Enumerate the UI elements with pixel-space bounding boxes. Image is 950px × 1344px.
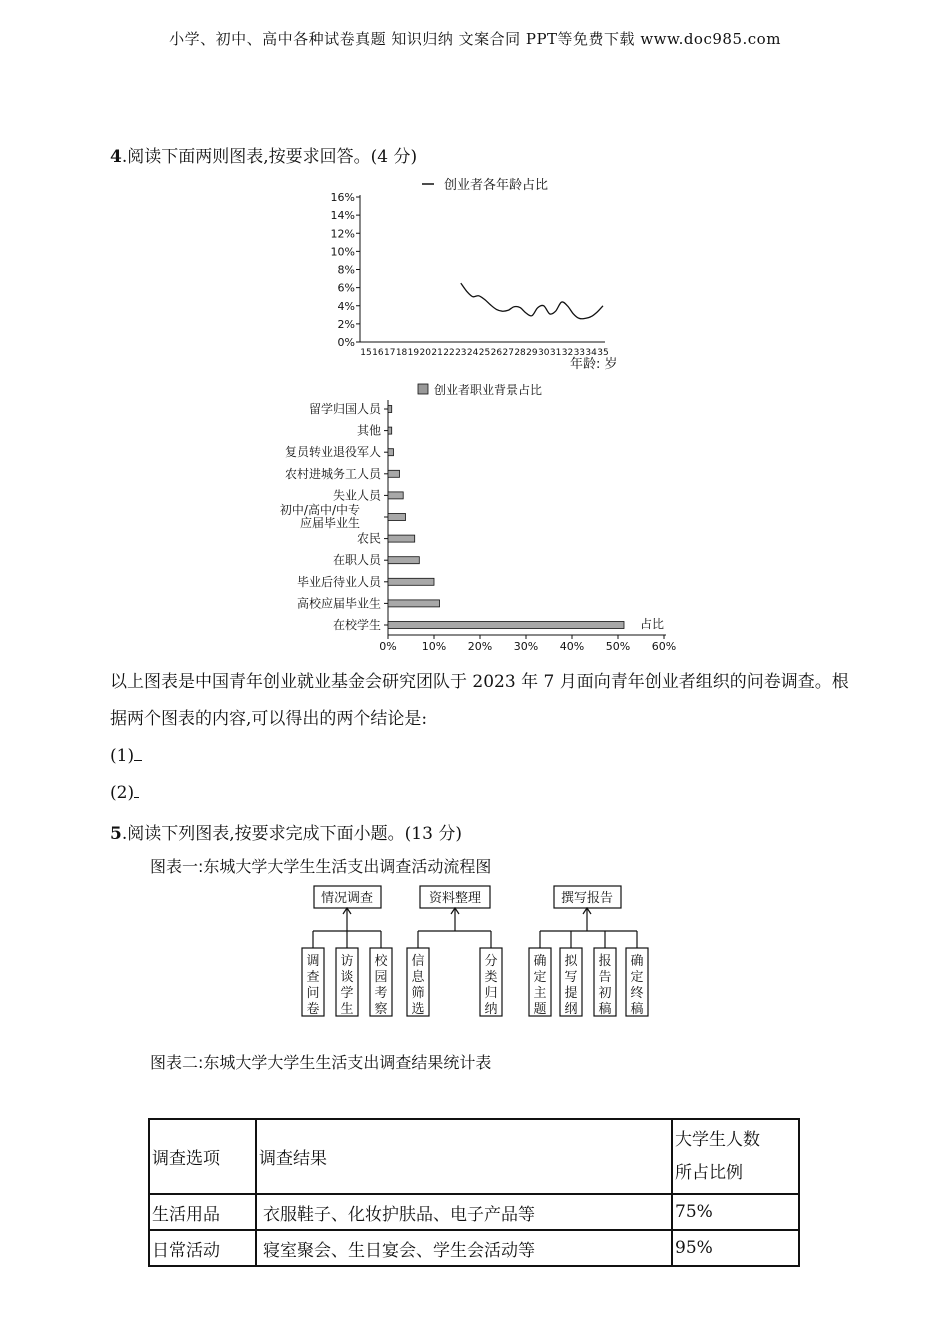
bar (388, 492, 403, 499)
line-x-tick-label: 32 (561, 348, 574, 358)
flow-leaf-访谈学生: 访谈学生 (340, 954, 354, 1017)
line-x-tick-label: 30 (538, 348, 550, 358)
bar (388, 600, 440, 607)
line-chart-xlabel: 年龄: 岁 (570, 357, 618, 372)
line-x-tick-label: 33 (573, 348, 586, 358)
blank-1-label: (1) (110, 746, 135, 766)
line-x-tick-label: 29 (526, 348, 538, 358)
bar-category-label: 农村进城务工人员 (284, 466, 381, 481)
bar (388, 449, 394, 456)
question-5-number: 5 (110, 824, 122, 844)
bar (388, 622, 624, 629)
bar-category-label: 农民 (356, 531, 381, 546)
bar (388, 406, 392, 413)
cell-result: 寝室聚会、生日宴会、学生会活动等 (256, 1230, 672, 1266)
table-row (149, 1194, 799, 1230)
flow-leaf-确定主题: 确定主题 (533, 954, 547, 1017)
line-x-tick-label: 35 (597, 348, 609, 358)
bar-x-tick-label: 10% (421, 640, 447, 653)
flow-node-data-arrangement: 资料整理 (428, 891, 482, 906)
cell-result: 衣服鞋子、化妆护肤品、电子产品等 (256, 1194, 672, 1230)
age-series-line (461, 283, 603, 319)
blank-2-label: (2) (110, 783, 135, 803)
line-x-tick-label: 31 (549, 348, 562, 358)
flow-node-write-report: 撰写报告 (560, 891, 614, 906)
bar-x-tick-label: 20% (467, 640, 493, 653)
q4-paragraph: 以上图表是中国青年创业就业基金会研究团队于 2023 年 7 月面向青年创业者组织的问卷调查。根据两个图表的内容,可以得出的两个结论是: (110, 672, 849, 729)
bar-category-label: 留学归国人员 (308, 402, 381, 416)
flow-leaf-报告初稿: 报告初稿 (598, 954, 612, 1017)
line-x-tick-label: 19 (407, 348, 420, 358)
line-y-tick-label: 12% (330, 227, 355, 241)
flowchart (290, 880, 670, 1025)
blank-2-line[interactable] (134, 783, 139, 798)
bar-legend-marker (418, 384, 428, 394)
flow-title: 图表一:东城大学大学生生活支出调查活动流程图 (150, 857, 492, 876)
line-x-tick-label: 28 (514, 348, 526, 358)
question-5-text: .阅读下列图表,按要求完成下面小题。(13 分) (121, 824, 462, 844)
cell-ratio: 75% (672, 1194, 799, 1230)
header-result: 调查结果 (256, 1119, 672, 1194)
line-x-tick-label: 24 (466, 348, 479, 358)
table-header-row (149, 1119, 799, 1194)
bar-x-tick-label: 60% (651, 640, 677, 653)
cell-ratio: 95% (672, 1230, 799, 1266)
question-4-number: 4 (110, 147, 122, 167)
flow-leaf-拟写提纲: 拟写提纲 (564, 954, 578, 1017)
flow-leaf-校园考察: 校园考察 (374, 954, 388, 1017)
line-y-tick-label: 10% (330, 245, 355, 259)
flow-node-situation-survey: 情况调查 (320, 891, 374, 906)
blank-1 (110, 746, 142, 766)
bar-category-label: 失业人员 (332, 488, 381, 503)
line-chart-title: 创业者各年龄占比 (444, 178, 549, 193)
line-x-tick-label: 15 (360, 348, 372, 358)
question-5-heading (110, 819, 462, 844)
line-y-tick-label: 0% (337, 336, 355, 349)
bar-x-tick-label: 40% (559, 640, 585, 653)
header-ratio (672, 1119, 799, 1194)
flow-leaf-信息筛选: 信息筛选 (411, 954, 425, 1017)
page-header: 小学、初中、高中各种试卷真题 知识归纳 文案合同 PPT等免费下载 www.doc985.com (169, 30, 781, 48)
question-4-text: .阅读下面两则图表,按要求回答。(4 分) (121, 147, 418, 167)
age-line-chart (320, 170, 640, 380)
header-ratio-line-1: 大学生人数 (675, 1129, 760, 1150)
bar-x-tick-label: 50% (605, 640, 631, 653)
line-y-tick-label: 2% (337, 317, 355, 331)
flow-leaf-确定终稿: 确定终稿 (630, 954, 644, 1017)
line-x-tick-label: 21 (431, 348, 443, 358)
survey-table (148, 1118, 800, 1267)
bar (388, 514, 406, 521)
bar-x-tick-label: 30% (513, 640, 539, 653)
bar-x-tick-label: 0% (379, 640, 397, 653)
bar (388, 557, 419, 564)
cell-option: 生活用品 (149, 1194, 256, 1230)
header-ratio-line-2: 所占比例 (675, 1162, 743, 1183)
header-option: 调查选项 (149, 1119, 256, 1194)
occupation-bar-chart (270, 380, 690, 660)
blank-2 (110, 783, 139, 803)
bar-category-label: 初中/高中/中专 (279, 503, 360, 517)
question-4-heading (110, 142, 417, 167)
table-title: 图表二:东城大学大学生生活支出调查结果统计表 (150, 1053, 492, 1072)
bar-category-label: 在校学生 (332, 618, 381, 632)
line-x-tick-label: 20 (419, 348, 431, 358)
line-x-tick-label: 18 (395, 348, 408, 358)
bar-chart-title: 创业者职业背景占比 (434, 383, 543, 397)
line-x-tick-label: 16 (372, 348, 384, 358)
line-x-tick-label: 34 (585, 348, 597, 358)
line-x-tick-label: 22 (443, 348, 455, 358)
cell-option: 日常活动 (149, 1230, 256, 1266)
line-y-tick-label: 16% (330, 191, 355, 204)
bar (388, 427, 392, 434)
bar-category-label: 复员转业退役军人 (284, 445, 381, 460)
line-x-tick-label: 17 (383, 348, 396, 358)
bar-category-label: 应届毕业生 (299, 516, 360, 530)
line-y-tick-label: 8% (337, 263, 355, 277)
bar-category-label: 毕业后待业人员 (296, 574, 381, 589)
bar-category-label: 其他 (356, 423, 381, 438)
line-x-tick-label: 25 (478, 348, 491, 358)
bar-category-label: 在职人员 (332, 553, 381, 568)
line-x-tick-label: 27 (502, 348, 514, 358)
bar (388, 535, 415, 542)
line-y-tick-label: 6% (337, 281, 355, 295)
bar-chart-xlabel: 占比 (640, 617, 665, 631)
line-y-tick-label: 14% (330, 209, 355, 223)
bar (388, 578, 434, 585)
line-x-tick-label: 26 (490, 348, 503, 358)
table-row (149, 1230, 799, 1266)
flow-leaf-分类归纳: 分类归纳 (484, 954, 498, 1017)
flow-leaf-调查问卷: 调查问卷 (306, 954, 320, 1017)
blank-1-line[interactable] (134, 746, 142, 761)
line-y-tick-label: 4% (337, 299, 355, 313)
bar (388, 470, 400, 477)
bar-category-label: 高校应届毕业生 (296, 596, 381, 611)
line-x-tick-label: 23 (455, 348, 467, 358)
